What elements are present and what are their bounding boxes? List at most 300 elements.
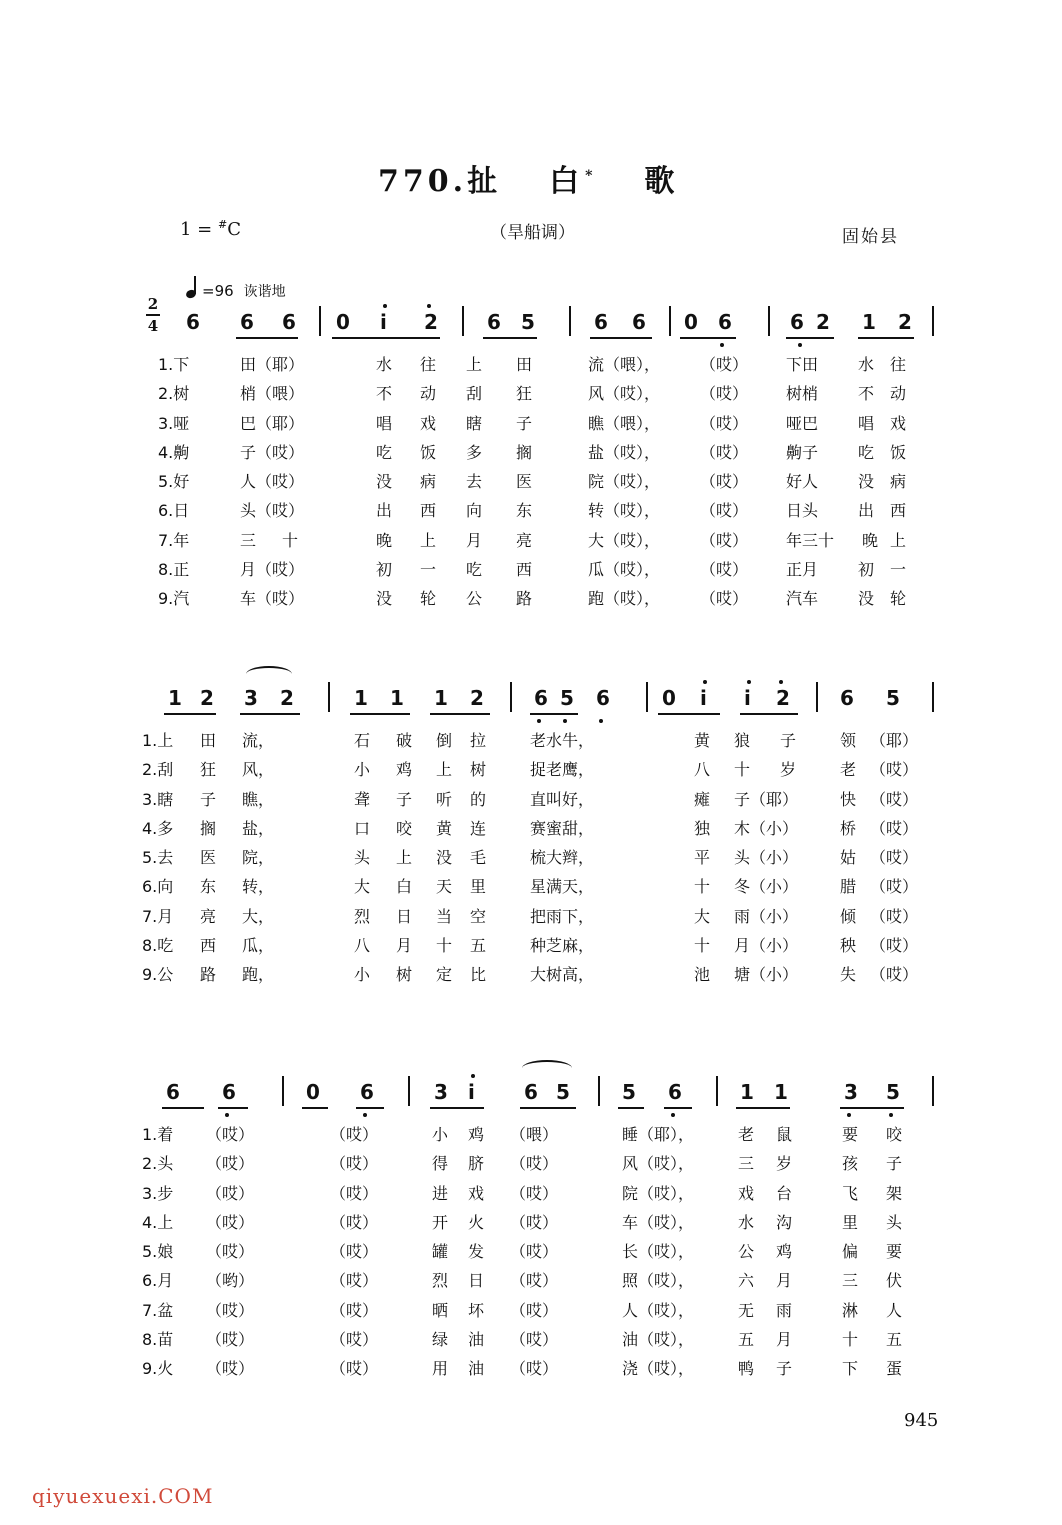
lyrics-block xyxy=(0,350,1062,614)
lyric-cell: 头 xyxy=(886,1212,903,1232)
lyric-cell: 去 xyxy=(466,472,483,492)
lyric-cell: （哎） xyxy=(870,936,919,956)
lyric-cell: 偏 xyxy=(842,1242,859,1262)
jianpu-note: 0 xyxy=(306,1080,320,1104)
lyric-cell: （哎） xyxy=(510,1242,559,1262)
lyric-cell: 毛 xyxy=(470,848,487,868)
beam-underline xyxy=(356,1107,384,1109)
lyric-cell: 4.齁 xyxy=(158,442,190,462)
jianpu-note: 6 xyxy=(534,686,548,710)
octave-dot-below xyxy=(537,719,541,723)
lyric-cell: 月（哎） xyxy=(240,560,305,580)
lyrics-verse-1 xyxy=(0,1120,1062,1149)
lyric-cell: 老 xyxy=(840,760,857,780)
title-footnote-mark: * xyxy=(585,168,597,184)
lyric-cell: 动 xyxy=(420,384,437,404)
lyric-cell: 2.刮 xyxy=(142,760,174,780)
lyric-cell: 连 xyxy=(470,818,487,838)
lyric-cell: 田 xyxy=(200,731,217,750)
beam-underline xyxy=(520,1107,576,1109)
lyric-cell: 孩 xyxy=(842,1154,859,1174)
bar-line xyxy=(716,1076,718,1106)
lyric-cell: 5.去 xyxy=(142,848,174,868)
key-signature: 1 = #C xyxy=(180,218,241,240)
lyrics-verse-5 xyxy=(0,843,1062,872)
lyrics-verse-1 xyxy=(0,726,1062,755)
lyric-cell: 路 xyxy=(200,965,217,985)
beam-underline xyxy=(840,1107,904,1109)
lyric-cell: 树梢 xyxy=(786,384,819,404)
jianpu-note: 5 xyxy=(886,686,900,710)
lyric-cell: 2.头 xyxy=(142,1154,174,1174)
bar-line xyxy=(932,306,934,336)
lyric-cell: 腊 xyxy=(840,877,857,897)
lyric-cell: 上 xyxy=(890,530,907,550)
lyric-cell: 戏 xyxy=(468,1183,485,1203)
lyric-cell: 月（小） xyxy=(734,936,799,956)
beam-underline xyxy=(164,713,216,715)
lyric-cell: 公 xyxy=(738,1242,755,1262)
lyric-cell: （哎） xyxy=(330,1271,379,1291)
jianpu-note: 6 xyxy=(487,310,501,334)
lyric-cell: 月 xyxy=(776,1330,793,1350)
lyric-cell: 沟 xyxy=(776,1212,793,1232)
lyric-cell: 年三十 xyxy=(786,530,835,550)
lyrics-verse-7 xyxy=(0,902,1062,931)
jianpu-note: 6 xyxy=(668,1080,682,1104)
lyric-cell: 咬 xyxy=(396,818,413,838)
beam-underline xyxy=(236,337,298,339)
octave-dot-below xyxy=(599,719,603,723)
lyric-cell: （耶） xyxy=(870,731,919,750)
lyric-cell: 大树高， xyxy=(530,965,595,985)
lyric-cell: 桥 xyxy=(840,818,857,838)
lyric-cell: 日 xyxy=(468,1271,485,1291)
lyric-cell: 多 xyxy=(466,442,483,462)
lyric-cell: 秧 xyxy=(840,936,857,956)
lyric-cell: 独 xyxy=(694,818,711,838)
lyric-cell: 亮 xyxy=(516,530,533,550)
lyric-cell: 领 xyxy=(840,731,857,750)
lyric-cell: 石 xyxy=(354,731,371,750)
lyric-cell: 长（哎）， xyxy=(622,1242,695,1262)
lyric-cell: 姑 xyxy=(840,848,857,868)
lyric-cell: 人（哎） xyxy=(240,472,305,492)
beam-underline xyxy=(736,1107,790,1109)
bar-line xyxy=(768,306,770,336)
beam-underline xyxy=(218,1107,248,1109)
octave-dot-below xyxy=(225,1113,229,1117)
lyric-cell: 小 xyxy=(354,965,371,985)
lyric-cell: （哎） xyxy=(510,1154,559,1174)
lyric-cell: 天 xyxy=(436,877,453,897)
beam-underline xyxy=(664,1107,692,1109)
lyric-cell: 脐 xyxy=(468,1154,485,1174)
lyric-cell: （哎） xyxy=(330,1359,379,1379)
lyrics-verse-2 xyxy=(0,379,1062,408)
lyric-cell: 院（哎）， xyxy=(588,472,661,492)
jianpu-note: 6 xyxy=(718,310,732,334)
lyric-cell: （哎） xyxy=(870,848,919,868)
lyric-cell: 东 xyxy=(516,501,533,521)
lyric-cell: 瞧（喂）， xyxy=(588,413,661,433)
lyric-cell: 里 xyxy=(842,1212,859,1232)
lyric-cell: 照（哎）， xyxy=(622,1271,695,1291)
lyric-cell: 小 xyxy=(354,760,371,780)
beam-underline xyxy=(590,337,652,339)
lyric-cell: 出 xyxy=(376,501,393,521)
octave-dot-below xyxy=(720,343,724,347)
jianpu-note: 2 xyxy=(424,310,438,334)
lyrics-verse-5 xyxy=(0,1237,1062,1266)
bar-line xyxy=(328,682,330,712)
lyrics-verse-3 xyxy=(0,785,1062,814)
lyric-cell: 鸡 xyxy=(396,760,413,780)
beam-underline xyxy=(302,1107,328,1109)
lyric-cell: 没 xyxy=(376,589,393,609)
jianpu-note: 6 xyxy=(596,686,610,710)
lyric-cell: 唱 xyxy=(858,413,875,433)
lyric-cell: 5.好 xyxy=(158,472,190,492)
lyric-cell: 十 xyxy=(734,760,751,780)
jianpu-note: 1 xyxy=(168,686,182,710)
lyric-cell: 7.月 xyxy=(142,906,174,926)
lyric-cell: 进 xyxy=(432,1183,449,1203)
beam-underline xyxy=(430,713,490,715)
lyrics-block xyxy=(0,726,1062,990)
lyric-cell: （哎） xyxy=(700,355,749,374)
lyric-cell: 头（小） xyxy=(734,848,799,868)
jianpu-note: 3 xyxy=(244,686,258,710)
lyric-cell: 瘫 xyxy=(694,789,711,809)
tune-subtitle: （旱船调） xyxy=(490,223,575,243)
lyric-cell: 8.吃 xyxy=(142,936,174,956)
bar-line xyxy=(510,682,512,712)
lyrics-verse-4 xyxy=(0,814,1062,843)
lyric-cell: 比 xyxy=(470,965,487,985)
lyrics-verse-7 xyxy=(0,1296,1062,1325)
lyric-cell: 下 xyxy=(842,1359,859,1379)
lyric-cell: 星满天， xyxy=(530,877,595,897)
lyric-cell: 吃 xyxy=(858,442,875,462)
title-char-3: 歌 xyxy=(644,164,679,199)
lyrics-verse-2 xyxy=(0,755,1062,784)
lyric-cell: 瞎 xyxy=(466,413,483,433)
lyric-cell: 7.年 xyxy=(158,530,190,550)
lyric-cell: 要 xyxy=(842,1125,859,1144)
lyric-cell: 病 xyxy=(890,472,907,492)
lyric-cell: 晒 xyxy=(432,1300,449,1320)
octave-dot-below xyxy=(363,1113,367,1117)
lyrics-verse-4 xyxy=(0,1208,1062,1237)
lyric-cell: 用 xyxy=(432,1359,449,1379)
lyric-cell: 鸡 xyxy=(468,1125,485,1144)
lyric-cell: （哎） xyxy=(700,560,749,580)
lyric-cell: 梢（喂） xyxy=(240,384,305,404)
lyric-cell: 9.公 xyxy=(142,965,174,985)
jianpu-note: 2 xyxy=(470,686,484,710)
lyric-cell: 油（哎）， xyxy=(622,1330,695,1350)
lyric-cell: 病 xyxy=(420,472,437,492)
lyric-cell: 3.瞎 xyxy=(142,789,174,809)
lyric-cell: 不 xyxy=(858,384,875,404)
lyric-cell: 的 xyxy=(470,789,487,809)
jianpu-note: 6 xyxy=(840,686,854,710)
lyric-cell: 失 xyxy=(840,965,857,985)
lyric-cell: 8.苗 xyxy=(142,1330,174,1350)
lyric-cell: 初 xyxy=(858,560,875,580)
lyric-cell: 五 xyxy=(470,936,487,956)
lyric-cell: （哎） xyxy=(206,1242,255,1262)
beam-underline xyxy=(430,1107,484,1109)
lyric-cell: 木（小） xyxy=(734,818,799,838)
beam-underline xyxy=(858,337,914,339)
lyric-cell: 要 xyxy=(886,1242,903,1262)
lyric-cell: 东 xyxy=(200,877,217,897)
lyric-cell: 得 xyxy=(432,1154,449,1174)
lyrics-verse-2 xyxy=(0,1149,1062,1178)
lyric-cell: 大 xyxy=(354,877,371,897)
lyric-cell: （哎） xyxy=(330,1125,379,1144)
lyric-cell: 人（哎）， xyxy=(622,1300,695,1320)
jianpu-note: 5 xyxy=(521,310,535,334)
lyric-cell: 路 xyxy=(516,589,533,609)
beam-underline xyxy=(680,337,736,339)
bar-line xyxy=(669,306,671,336)
lyric-cell: 十 xyxy=(694,936,711,956)
lyric-cell: 唱 xyxy=(376,413,393,433)
lyric-cell: 狂 xyxy=(516,384,533,404)
lyric-cell: 往 xyxy=(420,355,437,374)
lyric-cell: 6.向 xyxy=(142,877,174,897)
lyric-cell: 水 xyxy=(858,355,875,374)
lyric-cell: 黄 xyxy=(436,818,453,838)
lyric-cell: 三 xyxy=(842,1271,859,1291)
jianpu-note: 1 xyxy=(740,1080,754,1104)
lyric-cell: 上 xyxy=(420,530,437,550)
lyric-cell: （哎） xyxy=(206,1300,255,1320)
octave-dot-below xyxy=(847,1113,851,1117)
lyric-cell: 9.汽 xyxy=(158,589,190,609)
lyric-cell: 雨（小） xyxy=(734,906,799,926)
lyrics-verse-9 xyxy=(0,1354,1062,1383)
lyric-cell: 日 xyxy=(396,906,413,926)
lyric-cell: （哎） xyxy=(700,413,749,433)
lyric-cell: 听 xyxy=(436,789,453,809)
lyric-cell: 空 xyxy=(470,906,487,926)
bar-line xyxy=(408,1076,410,1106)
lyric-cell: 亮 xyxy=(200,906,217,926)
lyric-cell: 捉老鹰， xyxy=(530,760,595,780)
lyric-cell: 巴（耶） xyxy=(240,413,305,433)
jianpu-note: 2 xyxy=(776,686,790,710)
lyric-cell: （哎） xyxy=(700,530,749,550)
lyric-cell: （喂） xyxy=(510,1125,559,1144)
lyric-cell: 十 xyxy=(842,1330,859,1350)
lyric-cell: 水 xyxy=(376,355,393,374)
lyric-cell: 1.着 xyxy=(142,1125,174,1144)
lyrics-verse-6 xyxy=(0,872,1062,901)
lyric-cell: 大（哎）， xyxy=(588,530,661,550)
lyric-cell: 鸡 xyxy=(776,1242,793,1262)
lyric-cell: 八 xyxy=(694,760,711,780)
lyric-cell: 齁子 xyxy=(786,442,819,462)
lyric-cell: 一 xyxy=(420,560,437,580)
lyric-cell: 当 xyxy=(436,906,453,926)
lyric-cell: （哎） xyxy=(330,1242,379,1262)
lyric-cell: 转（哎）， xyxy=(588,501,661,521)
lyric-cell: 子 xyxy=(886,1154,903,1174)
beam-underline xyxy=(332,337,440,339)
lyric-cell: 小 xyxy=(432,1125,449,1144)
lyric-cell: 梳大辫， xyxy=(530,848,595,868)
jianpu-note: 6 xyxy=(360,1080,374,1104)
lyric-cell: （哎） xyxy=(206,1330,255,1350)
bar-line xyxy=(646,682,648,712)
jianpu-note: 6 xyxy=(222,1080,236,1104)
lyric-cell: 倾 xyxy=(840,906,857,926)
octave-dot-below xyxy=(798,343,802,347)
jianpu-note: 5 xyxy=(556,1080,570,1104)
lyrics-verse-6 xyxy=(0,1266,1062,1295)
lyric-cell: （哎） xyxy=(510,1183,559,1203)
octave-dot-above xyxy=(427,304,431,308)
lyric-cell: （哎） xyxy=(700,589,749,609)
bar-line xyxy=(816,682,818,712)
lyric-cell: 动 xyxy=(890,384,907,404)
lyrics-verse-3 xyxy=(0,409,1062,438)
jianpu-note: i xyxy=(744,686,751,710)
lyric-cell: 冬（小） xyxy=(734,877,799,897)
lyrics-block xyxy=(0,1120,1062,1384)
lyric-cell: 雨 xyxy=(776,1300,793,1320)
lyric-cell: （哎） xyxy=(870,965,919,985)
octave-dot-above xyxy=(747,680,751,684)
lyric-cell: 架 xyxy=(886,1183,903,1203)
octave-dot-below xyxy=(671,1113,675,1117)
lyric-cell: 好人 xyxy=(786,472,819,492)
bar-line xyxy=(569,306,571,336)
lyric-cell: 直叫好， xyxy=(530,789,595,809)
lyric-cell: 人 xyxy=(886,1300,903,1320)
lyric-cell: 饭 xyxy=(890,442,907,462)
lyric-cell: 五 xyxy=(886,1330,903,1350)
lyric-cell: 田 xyxy=(516,355,533,374)
lyric-cell: 树 xyxy=(396,965,413,985)
lyric-cell: 3.哑 xyxy=(158,413,190,433)
lyric-cell: 老水牛， xyxy=(530,731,595,750)
jianpu-note: i xyxy=(380,310,387,334)
slur-mark xyxy=(522,1060,572,1076)
lyric-cell: 田（耶） xyxy=(240,355,305,374)
lyric-cell: （哎） xyxy=(700,501,749,521)
lyric-cell: 1.下 xyxy=(158,355,190,374)
jianpu-note: 6 xyxy=(524,1080,538,1104)
lyric-cell: （哎） xyxy=(206,1154,255,1174)
lyric-cell: 池 xyxy=(694,965,711,985)
title-char-1: 扯 xyxy=(467,164,502,199)
lyric-cell: 公 xyxy=(466,589,483,609)
lyric-cell: 子 xyxy=(776,1359,793,1379)
lyric-cell: 种芝麻， xyxy=(530,936,595,956)
lyric-cell: 吃 xyxy=(376,442,393,462)
lyrics-verse-9 xyxy=(0,960,1062,989)
lyric-cell: 医 xyxy=(200,848,217,868)
lyric-cell: 子 xyxy=(200,789,217,809)
lyric-cell: 搁 xyxy=(516,442,533,462)
lyric-cell: 老 xyxy=(738,1125,755,1144)
lyric-cell: 台 xyxy=(776,1183,793,1203)
jianpu-note: 0 xyxy=(662,686,676,710)
lyric-cell: 飞 xyxy=(842,1183,859,1203)
lyric-cell: 西 xyxy=(200,936,217,956)
lyric-cell: （哎） xyxy=(510,1300,559,1320)
lyric-cell: 院（哎）， xyxy=(622,1183,695,1203)
jianpu-note: 6 xyxy=(240,310,254,334)
lyric-cell: 睡（耶）， xyxy=(622,1125,695,1144)
lyric-cell: 淋 xyxy=(842,1300,859,1320)
lyric-cell: 大， xyxy=(242,906,275,926)
song-number: 770. xyxy=(378,164,468,199)
lyrics-verse-3 xyxy=(0,1179,1062,1208)
lyric-cell: （哎） xyxy=(206,1212,255,1232)
lyric-cell: 轮 xyxy=(890,589,907,609)
lyric-cell: 戏 xyxy=(890,413,907,433)
lyric-cell: 咬 xyxy=(886,1125,903,1144)
lyric-cell: 六 xyxy=(738,1271,755,1291)
octave-dot-below xyxy=(563,719,567,723)
lyric-cell: 戏 xyxy=(420,413,437,433)
lyric-cell: 五 xyxy=(738,1330,755,1350)
lyrics-verse-6 xyxy=(0,496,1062,525)
lyric-cell: 白 xyxy=(396,877,413,897)
lyric-cell: 拉 xyxy=(470,731,487,750)
lyric-cell: （哎） xyxy=(870,877,919,897)
lyric-cell: （哎） xyxy=(206,1125,255,1144)
lyric-cell: 日头 xyxy=(786,501,819,521)
lyric-cell: 头 xyxy=(354,848,371,868)
jianpu-note: 2 xyxy=(816,310,830,334)
lyric-cell: 往 xyxy=(890,355,907,374)
lyric-cell: 瓜， xyxy=(242,936,275,956)
lyric-cell: 盐， xyxy=(242,818,275,838)
lyric-cell: 搁 xyxy=(200,818,217,838)
lyric-cell: （哎） xyxy=(330,1154,379,1174)
lyric-cell: 三 xyxy=(240,530,257,550)
lyric-cell: 蛋 xyxy=(886,1359,903,1379)
lyric-cell: （哎） xyxy=(510,1359,559,1379)
lyric-cell: 戏 xyxy=(738,1183,755,1203)
lyric-cell: 医 xyxy=(516,472,533,492)
lyric-cell: 塘（小） xyxy=(734,965,799,985)
jianpu-note: 2 xyxy=(280,686,294,710)
bar-line xyxy=(462,306,464,336)
lyric-cell: 上 xyxy=(466,355,483,374)
lyric-cell: （哎） xyxy=(330,1212,379,1232)
lyric-cell: 出 xyxy=(858,501,875,521)
lyrics-verse-1 xyxy=(0,350,1062,379)
jianpu-note: 0 xyxy=(684,310,698,334)
lyric-cell: 2.树 xyxy=(158,384,190,404)
lyric-cell: 风， xyxy=(242,760,275,780)
lyric-cell: 倒 xyxy=(436,731,453,750)
jianpu-note: 1 xyxy=(390,686,404,710)
lyric-cell: 聋 xyxy=(354,789,371,809)
lyric-cell: 鸭 xyxy=(738,1359,755,1379)
lyric-cell: 转， xyxy=(242,877,275,897)
lyrics-verse-7 xyxy=(0,526,1062,555)
time-signature: 2 4 xyxy=(147,295,159,335)
